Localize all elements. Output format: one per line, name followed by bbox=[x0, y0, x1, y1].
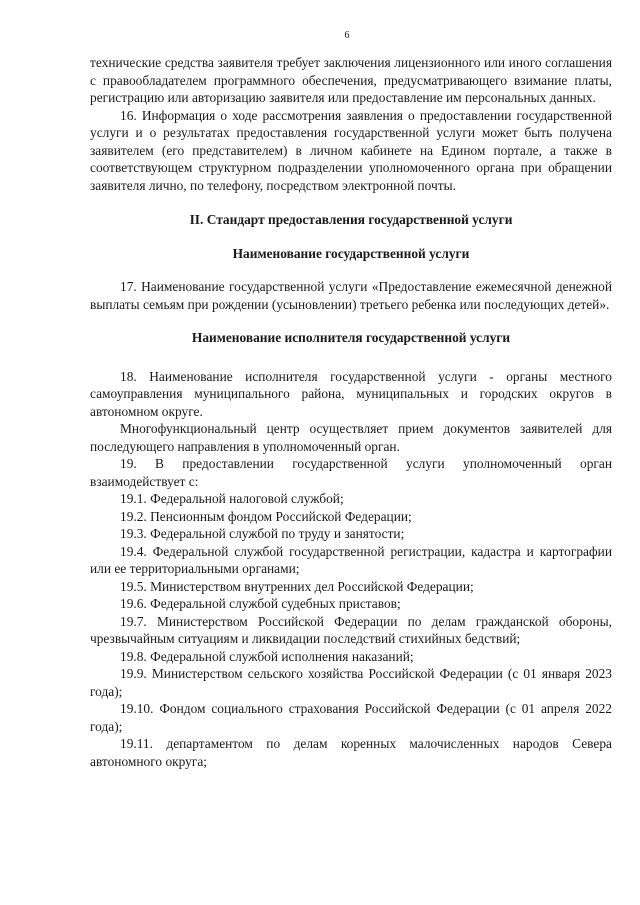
paragraph-18: 18. Наименование исполнителя государственной услуги - органы местного самоуправления муниципального района, муниципальных и городских округов в автономном округе. bbox=[90, 368, 612, 419]
paragraph-continuation: технические средства заявителя требует заключения лицензионного или иного соглашения с правообладателем программного обеспечения, предусматривающего взимание платы, регистрацию или авторизацию заявителя или предоставление им персональных данных. bbox=[90, 55, 612, 105]
list-item-19-3: 19.3. Федеральной службой по труду и занятости; bbox=[120, 526, 405, 541]
list-item-19-5: 19.5. Министерством внутренних дел Российской Федерации; bbox=[120, 578, 474, 594]
list-item-19-11: 19.11. департаментом по делам коренных малочисленных народов Севера автономного округа; bbox=[90, 736, 612, 769]
list-item-19-4: 19.4. Федеральной службой государственной регистрации, кадастра и картографии или ее территориальными органами; bbox=[90, 543, 612, 576]
list-item-19-8: 19.8. Федеральной службой исполнения наказаний; bbox=[120, 648, 414, 664]
page-number: 6 bbox=[344, 30, 350, 41]
list-item-19-10: 19.10. Фондом социального страхования Российской Федерации (с 01 апреля 2022 года); bbox=[90, 701, 612, 734]
list-item-19-9: 19.9. Министерством сельского хозяйства Российской Федерации (с 01 января 2023 года); bbox=[90, 666, 612, 699]
paragraph-16: 16. Информация о ходе рассмотрения заявления о предоставлении государственной услуги и о результатах предоставления государственной услуги может быть получена заявителем (его представителем) в личном кабинете на Едином портале, а также в соответствующем структурном подразделении уполномоченного органа при обращении заявителя лично, по телефону, посредством электронной почты. bbox=[90, 107, 612, 193]
list-item-19-2: 19.2. Пенсионным фондом Российской Федерации; bbox=[120, 508, 412, 524]
list-item-19-1: 19.1. Федеральной налоговой службой; bbox=[120, 491, 344, 506]
paragraph-17: 17. Наименование государственной услуги «Предоставление ежемесячной денежной выплаты семьям при рождении (усыновлении) третьего ребенка или последующих детей». bbox=[90, 279, 612, 312]
paragraph-19: 19. В предоставлении государственной услуги уполномоченный орган взаимодействует с: bbox=[90, 456, 612, 489]
list-item-19-6: 19.6. Федеральной службой судебных приставов; bbox=[120, 596, 401, 611]
subheading-executor: Наименование исполнителя государственной услуги bbox=[191, 330, 511, 345]
paragraph-mfc: Многофункциональный центр осуществляет прием документов заявителей для последующего направления в уполномоченный орган. bbox=[90, 421, 612, 454]
section-heading-2: II. Стандарт предоставления государственной услуги bbox=[189, 212, 513, 227]
subheading-service-name: Наименование государственной услуги bbox=[232, 245, 470, 261]
list-item-19-7: 19.7. Министерством Российской Федерации по делам гражданской обороны, чрезвычайным ситуациям и ликвидации последствий стихийных бедствий; bbox=[90, 613, 612, 646]
